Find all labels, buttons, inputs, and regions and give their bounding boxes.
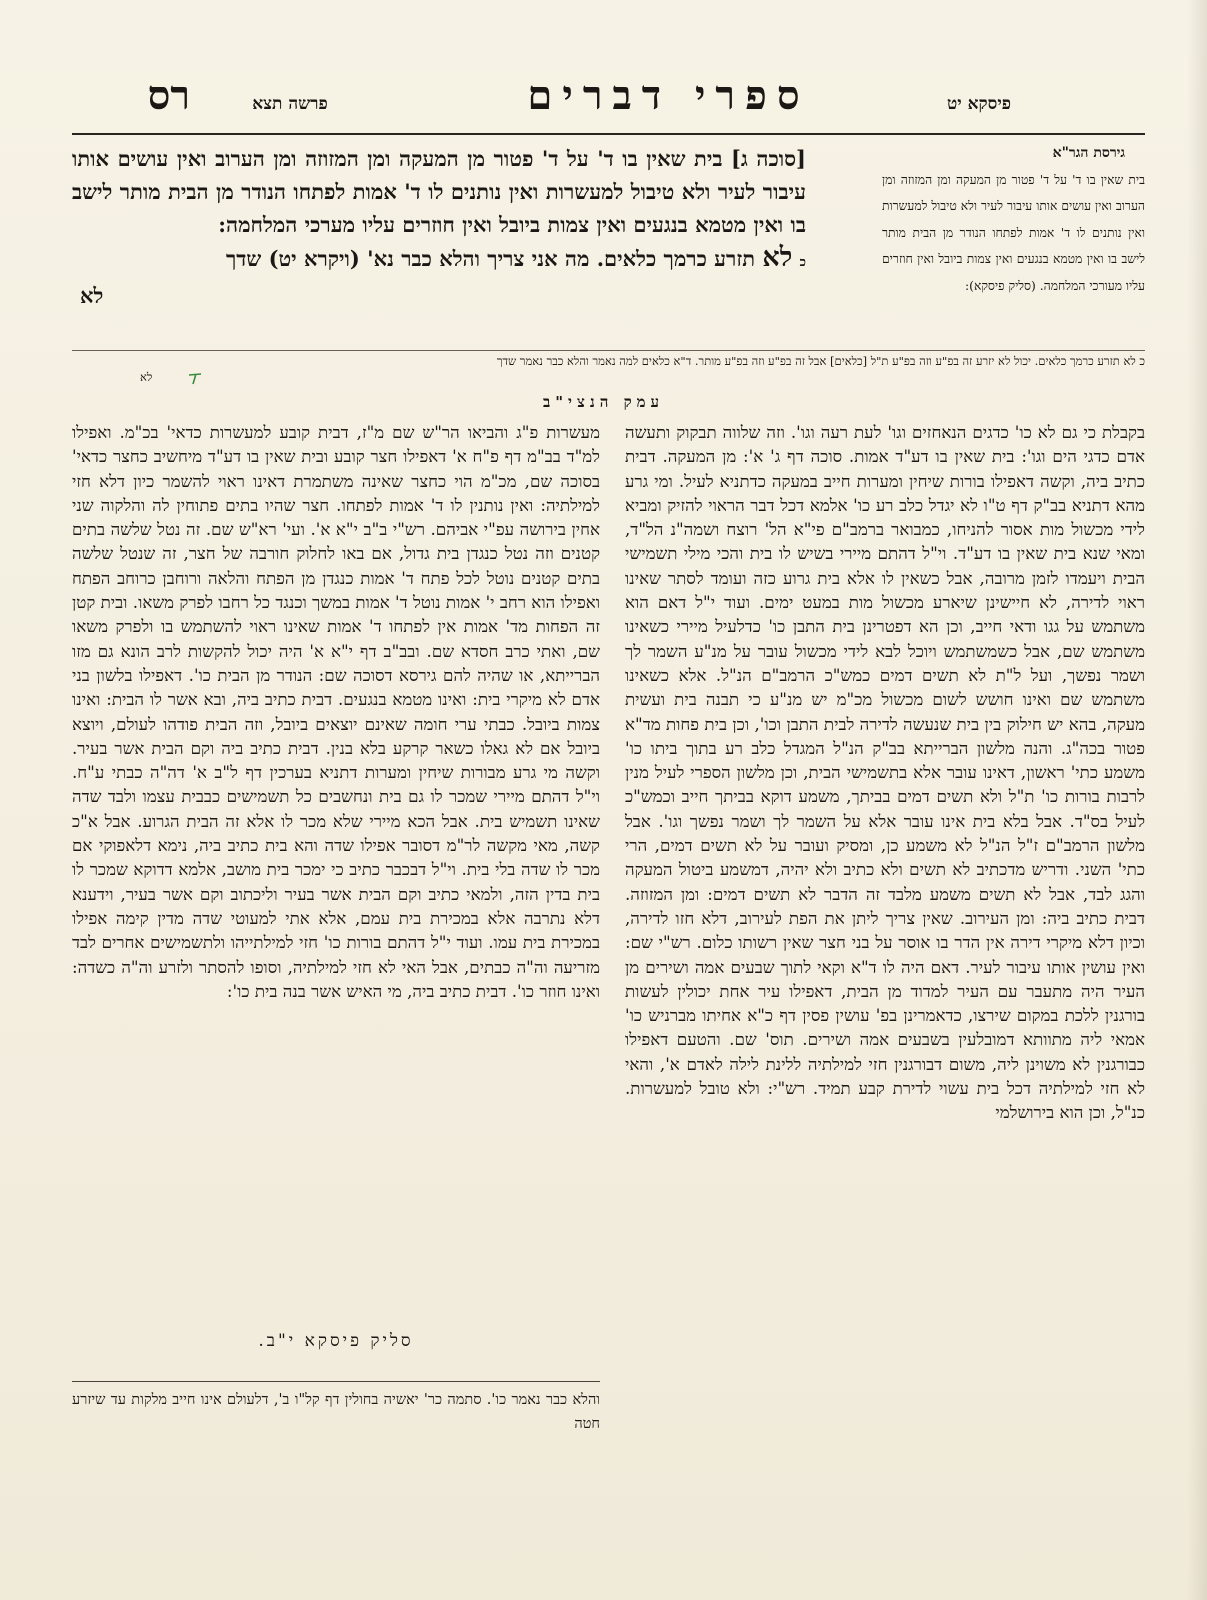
header-divider [72,133,1145,135]
page-number: רס [147,72,190,119]
note-divider [72,350,1145,351]
continuation-row [72,279,806,312]
gra-sidebar [882,140,1145,299]
commentary-left-column [72,420,600,1003]
catchword: לא [80,283,104,308]
bottom-divider [72,1381,600,1382]
book-title: ספרי דברים [527,72,810,119]
page-header [70,72,1147,132]
selik-piska: סליק פיסקא י"ב. [258,1331,414,1351]
verse-first-word: לא [762,242,793,273]
variant-catchword: לא [140,370,153,384]
main-paragraph: [סוכה ג] בית שאין בו ד' על ד' פטור מן המעקה ומן המזוזה ומן הערוב ואין עושים אותו עיבור לעיר ולא טיבול למעשרות ואין נותנים לו ד' אמות לפתחו הנודר מן הבית מותר לישב בו ואין מטמא בנגעים ואין צמות ביובל ואין חוזרים עליו מערכי המלחמה: [72,146,806,237]
bottom-note-text: והלא כבר נאמר כו'. סתמה כר' יאשיה בחולין דף קל"ו ב', דלעולם אינו חייב מלקות עד שיזרע חטה [72,1392,600,1432]
commentary-left-text: מעשרות פ"ג והביאו הר"ש שם מ"ז, דבית קובע למעשרות כדאי' בכ"מ. ואפילו למ"ד בב"מ דף פ"ח א' דאפילו חצר קובע ובית שאין בו דע"ד מיחשיב כחצר כדאי' בסוכה שם, מכ"מ הוי כחצר שאינה משתמרת דאינו ראוי להשמר כיון דלא חזי למילתיה: ואין נותנין לו ד' אמות לפתחו. חצר שהיו בתים פתוחין לה והלקוה שני אחין בירושה עפ"י אביהם. רש"י ב"ב י"א א'. ועי' רא"ש שם. זה נטל שלשה בתים קטנים וזה נטל כנגדן בית גדול, אם באו לחלוק חורבה של חצר, זה שנטל שלשה בתים קטנים נוטל לכל פתח ד' אמות כנגדן מן הפתח והלאה ורוחבן כרוחב הפתח ואפילו הוא רחב י' אמות נוטל ד' אמות במשך וכנגד כל רחבו לפרק משאו. ובית קטן זה הפחות מד' אמות אין לפתחו ד' אמות שאינו ראוי להשתמש בו ולפרק משאו שם, ואתי כרב חסדא שם. ובב"ב דף י"א א' היה יכול להקשות לרב הונא גם מזו הברייתא, או שהיה להם גירסא דסוכה שם: הנודר מן הבית כו'. דאפילו בלשון בני אדם לא מיקרי בית: ואינו מטמא בנגעים. דבית כתיב ביה, ובא אשר לו הבית: ואינו צמות ביובל. כבתי ערי חומה שאינם יוצאים ביובל, וזה הבית פודהו לעולם, ויוצא ביובל אם לא גאלו כשאר קרקע בלא בנין. דבית כתיב ביה וקם הבית אשר בעיר. וקשה מי גרע מבורות שיחין ומערות דתניא בערכין דף ל"ב א' דה"ה כבתי ע"ח. וי"ל דהתם מיירי שמכר לו גם בית ונחשבים כל תשמישים כבבית עצמו ולבד שדה שאינו תשמיש בית. אבל הכא מיירי שלא מכר לו אלא זה הבית הגרוע. אבל א"כ קשה, מאי מקשה לר"מ דסובר אפילו שדה והא בית כתיב ביה, נימא דלאפוקי אם מכר לו שדה בלי בית. וי"ל דבכבר כתיב כי ימכר בית מושב, אלמא דדוקא שמכר לו בית בדין הזה, ולמאי כתיב וקם הבית אשר בעיר וליכתוב וקם אשר בעיר, וידענא דלא נתרבה אלא במכירת בית עמם, אלא אתי למעוטי שדה מדין קימה אפילו במכירת בית עמו. ועוד י"ל דהתם בורות כו' חזי למילתייהו ולתשמישים אחרים לבד מזריעה וה"ה כבתים, אבל האי לא חזי למילתיה, וסופו להסתר ולזרע וה"ה כשדה: ואינו חוזר כו'. דבית כתיב ביה, מי האיש אשר בנה בית כו': [72,422,600,1001]
commentary-right-text: בקבלת כי גם לא כו' כדגים הנאחזים וגו' לעת רעה וגו'. וזה שלווה תבקוק ותעשה אדם כדגי הים וגו': בית שאין בו דע"ד אמות. סוכה דף ג' א': מן המעקה. דבית כתיב ביה, וקשה דאפילו בורות שיחין ומערות חייב במעקה כדתניא לעיל. ומי גרע מהא דתניא בב"ק דף ט"ו לא יגדל כלב רע כו' אלמא דכל דבר הראוי להזיק ומביא לידי מכשול מות אסור להניחו, כמבואר ברמב"ם פי"א הל' רוצח ושמה"נ הל"ד, ומאי שנא בית שאין בו דע"ד. וי"ל דהתם מיירי בשיש לו בית והכי מילי תשמישי הבית ויעמדו לזמן מרובה, אבל כשאין לו אלא בית גרוע כזה ועומד לסתר שאינו ראוי לדירה, לא חיישינן שיארע מכשול מות במעט ימים. ועוד י"ל דאם הוא משתמש על גגו ודאי חייב, וכן הא דפטרינן בית התבן כו' כדלעיל מיירי כשאינו משתמש שם, אבל כשמשתמש ויוכל לבא לידי מכשול עובר על מנ"ע השמר לך ושמר נפשך, ועל ל"ת לא תשים דמים כמש"כ הרמב"ם הנ"ל. אלא כשאינו משתמש שם ואינו חושש לשום מכשול מכ"מ יש מנ"ע כי תבנה בית ועשית מעקה, בהא יש חילוק בין בית שנעשה לדירה לבית התבן וכו', וכן בית פחות מד"א פטור בכה"ג. והנה מלשון הברייתא בב"ק הנ"ל המגדל כלב רע בתוך ביתו כו' משמע כתי' ראשון, דאינו עובר אלא בתשמישי הבית, וכן מלשון הספרי לעיל מנין לרבות בורות כו' ת"ל ולא תשים דמים בביתך, משמע דוקא בביתך חייב וכמש"כ לעיל בס"ד. אבל בלא בית אינו עובר אלא על השמר לך ושמר נפשך וגו'. אבל מלשון הרמב"ם ז"ל הנ"ל לא משמע כן, ומסיק ועובר על לא תשים דמים, הרי כתי' השני. ודריש מדכתיב לא תשים ולא כתיב ולא יהיה, דמשמע ביטול המעקה והגג לבד, אבל לא תשים משמע מלבד זה הדבר לא תשים דמים: ומן המזוזה. דבית כתיב ביה: ומן העירוב. שאין צריך ליתן את הפת לעירוב, דלא חזו לדירה, וכיון דלא מיקרי דירה אין הדר בו אוסר על בני חצר שאין רשותו כלום. רש"י שם: ואין עושין אותו עיבור לעיר. דאם היה לו ד"א וקאי לתוך שבעים אמה ושירים מן העיר היה מתעבר עם העיר למדוד מן הבית, דאפילו עיר אחת יכולין לעשות בורגנין ללכת במקום שירצו, כדאמרינן בפ' עושין פסין דף כ"א אחיתו מברניש כו' אמאי ליה מתוותא דמובלעין בשבעים אמה ושירים. תוס' שם. והטעם דאפילו כבורגנין לא משוינן ליה, משום דבורגנין חזי למילתיה ללינת לילה לאדם א', והאי לא חזי למילתיה דכל בית עשוי לדירת קבע תמיד. רש"י: ולא טובל למעשרות. כנ"ל, וכן הוא בירושלמי [625,422,1145,1123]
gra-title: גירסת הגר"א [1052,145,1125,161]
pen-mark-icon [187,372,203,386]
verse-text: תזרע כרמך כלאים. מה אני צריך והלא כבר נא' (ויקרא יט) שדך [225,246,756,271]
variant-note: כ לא תזרע כרמך כלאים. יכול לא יזרע זה בפ"ע וזה בפ"ע ת"ל [כלאים] אבל זה בפ"ע וזה בפ"ע מותר. ד"א כלאים למה נאמר והלא כבר נאמר שדך [496,354,1145,368]
verse-number: כ [799,255,806,270]
verse-line [72,241,806,279]
emek-title: עמק הנצי"ב [543,393,664,411]
commentary-right-column [625,420,1145,1125]
bottom-note [72,1388,600,1436]
page-fold-shadow [1187,0,1207,1600]
main-text [72,142,806,312]
parsha-label: פרשה תצא [252,94,328,114]
gra-text: בית שאין בו ד' על ד' פטור מן המעקה ומן המזוזה ומן הערוב ואין עושים אותו עיבור לעיר ולא טיבול למעשרות ואין נותנים לו ד' אמות לפתחו הנודר מן הבית מותר לישב בו ואין מטמא בנגעים ואין צמות ביובל ואין חוזרים עליו מעורכי המלחמה. (סליק פיסקא): [882,172,1145,293]
piska-label: פיסקא יט [947,94,1012,114]
